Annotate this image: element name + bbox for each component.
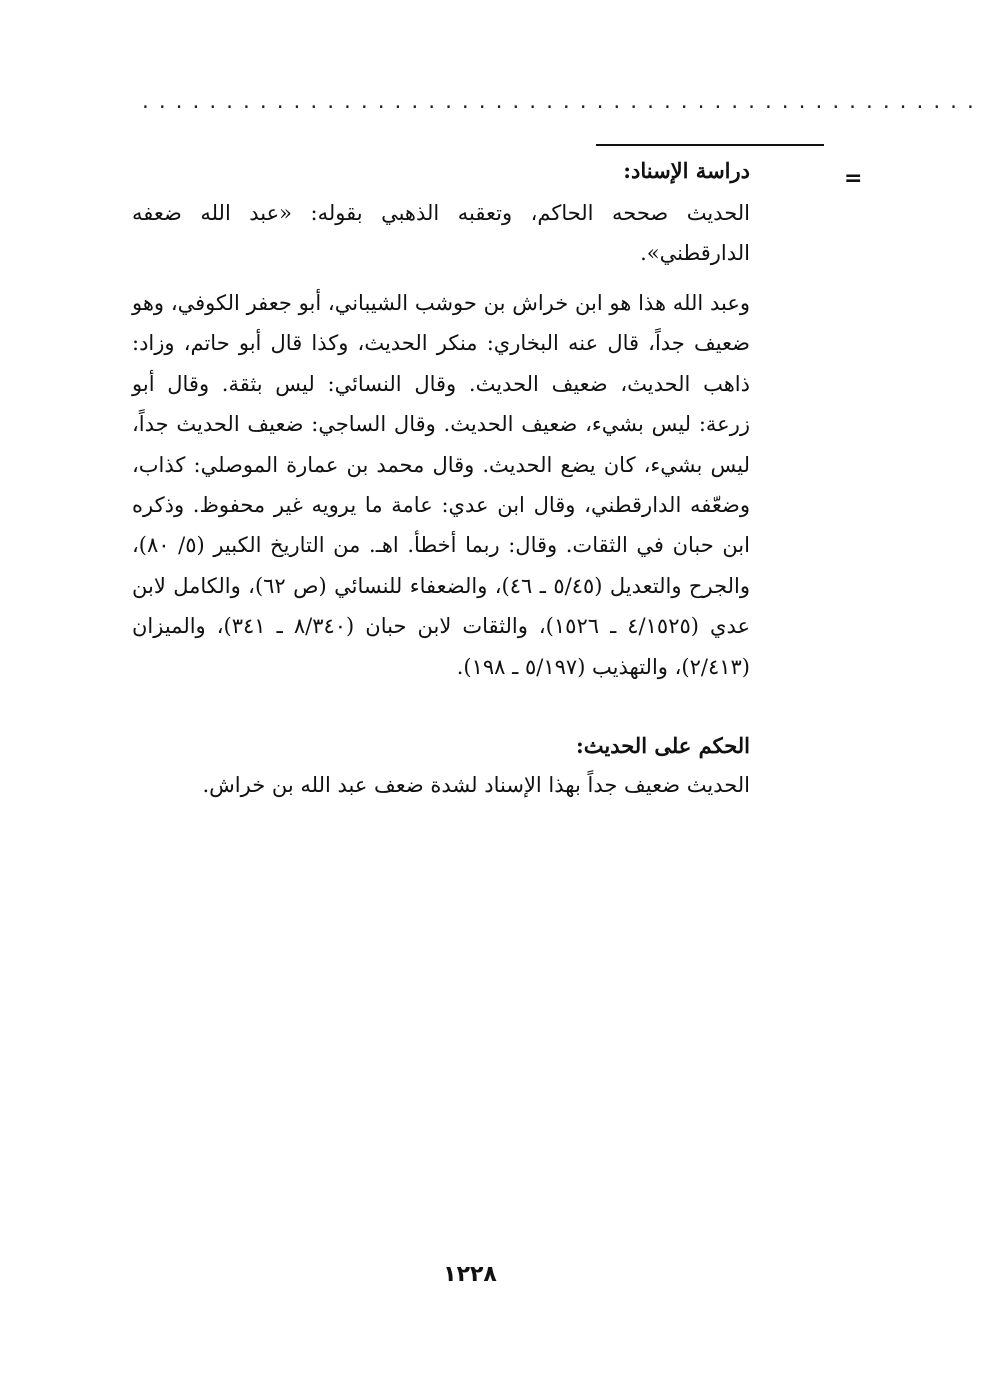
continuation-mark: = xyxy=(844,166,863,191)
paragraph-ruling: الحديث ضعيف جداً بهذا الإسناد لشدة ضعف عبد الله بن خراش. xyxy=(202,773,750,797)
page-number: ١٢٢٨ xyxy=(443,1262,497,1287)
footnote-rule xyxy=(596,144,824,146)
paragraph-narrator-analysis: وعبد الله هذا هو ابن خراش بن حوشب الشيباني، أبو جعفر الكوفي، وهو ضعيف جداً، قال عنه البخاري: منكر الحديث، وكذا قال أبو حاتم، وزاد: ذاهب الحديث، ضعيف الحديث. وقال النسائي: ليس بثقة. وقال أبو زرعة: ليس بشيء، ضعيف الحديث. وقال الساجي: ضعيف الحديث جداً، ليس بشيء، كان يضع الحديث. وقال محمد بن عمارة الموصلي: كذاب، وضعّفه الدارقطني، وقال ابن عدي: عامة ما يرويه غير محفوظ. وذكره ابن حبان في الثقات. وقال: ربما أخطأ. اهـ. من التاريخ الكبير (٥/ ٨٠)، والجرح والتعديل (٥/٤٥ ـ ٤٦)، والضعفاء للنسائي (ص ٦٢)، والكامل لابن عدي (٤/١٥٢٥ ـ ١٥٢٦)، والثقات لابن حبان (٨/٣٤٠ ـ ٣٤١)، والميزان (٢/٤١٣)، والتهذيب (٥/١٩٧ ـ ١٩٨). xyxy=(132,291,751,679)
paragraph-authentication: الحديث صححه الحاكم، وتعقبه الذهبي بقوله: «عبد الله ضعفه الدارقطني». xyxy=(132,201,750,266)
section-heading-hadith-ruling: الحكم على الحديث: xyxy=(576,733,750,758)
dotted-separator: .................................................. xyxy=(140,92,982,113)
section-heading-isnad-study: دراسة الإسناد: xyxy=(623,158,750,183)
